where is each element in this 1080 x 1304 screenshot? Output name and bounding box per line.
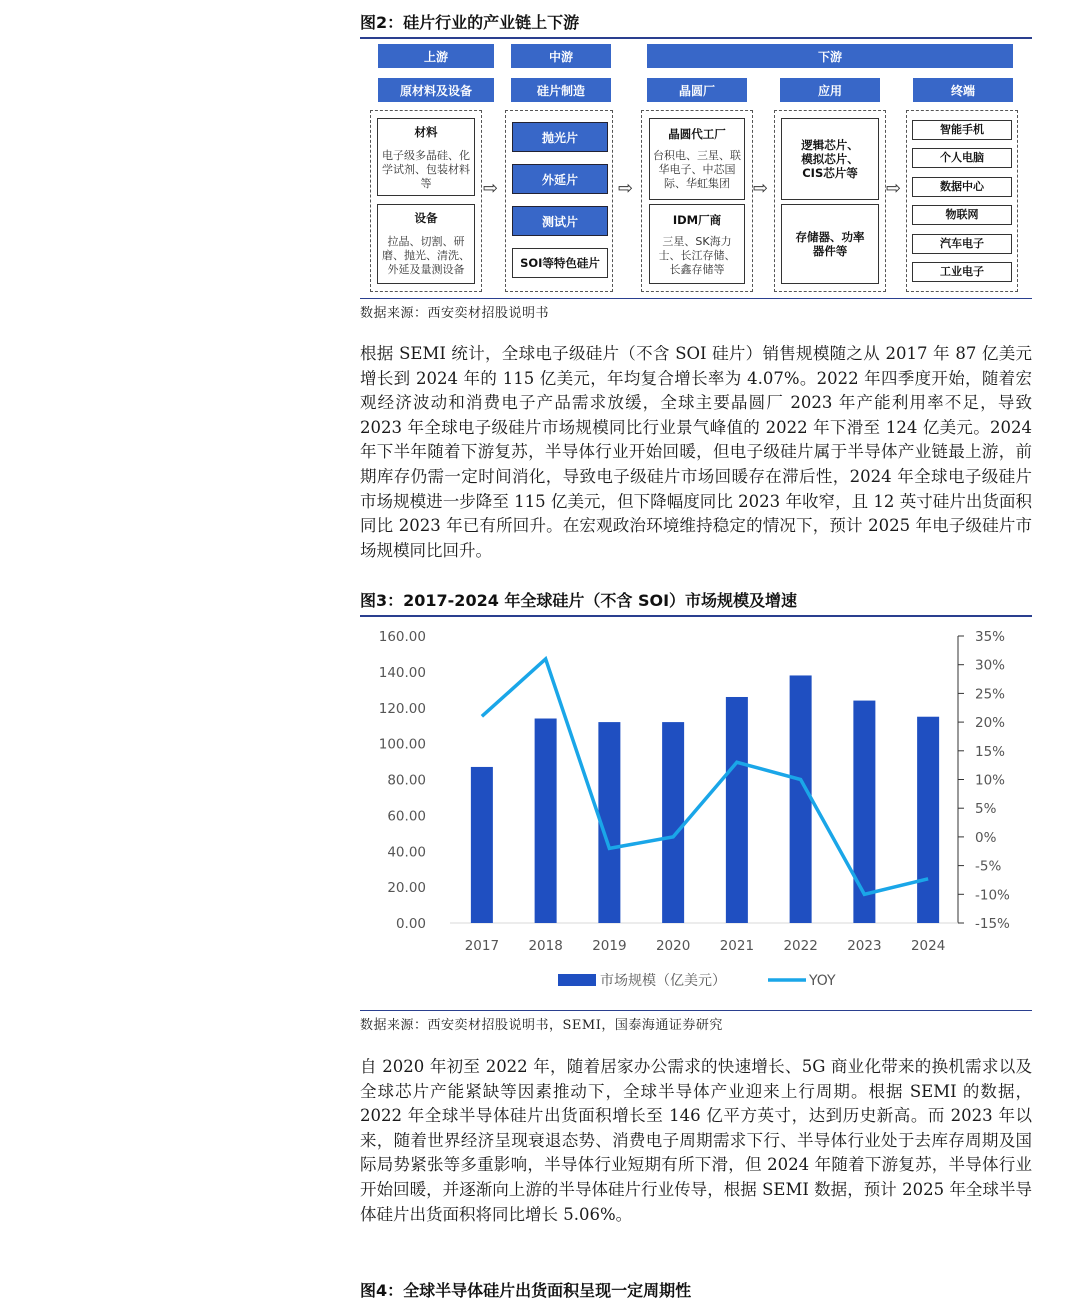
y-left-tick-label: 20.00 [387, 880, 426, 897]
y-right-tick-label: 10% [975, 772, 1006, 789]
figure2-source: 数据来源：西安奕材招股说明书 [360, 298, 1032, 321]
paragraph-2: 自 2020 年初至 2022 年，随着居家办公需求的快速增长、5G 商业化带来的换机需求以及全球芯片产能紧缺等因素推动下，全球半导体产业迎来上行周期。根据 SEMI 的数据，2022 年全球半导体硅片出货面积增长至 146 亿平方英寸，达到历史新高。而 2023 年以来，随着世界经济呈现衰退态势、消费电子周期需求下行、半导体行业处于去库存周期及国际局势紧张等多重影响，半导体行业短期有所下滑，但 2024 年随着下游复苏，半导体行业开始回暖，并逐渐向上游的半导体硅片行业传导，根据 SEMI 数据，预计 2025 年全球半导体硅片出货面积将同比增长 5.06%。 [360, 1057, 1032, 1224]
subheader-materials-equipment: 原材料及设备 [378, 78, 494, 102]
y-right-tick-label: 25% [975, 686, 1006, 703]
x-tick-label: 2022 [783, 938, 818, 954]
subheader-application: 应用 [780, 78, 880, 102]
bar-2024 [917, 717, 939, 923]
y-right-tick-label: 15% [975, 743, 1006, 760]
bar-2018 [535, 719, 557, 923]
idm-text: 三星、SK海力士、长江存储、长鑫存储等 [658, 235, 736, 276]
y-right-tick-label: 5% [975, 801, 997, 818]
y-right-tick-label: 30% [975, 657, 1006, 674]
figure3-source: 数据来源：西安奕材招股说明书，SEMI，国泰海通证券研究 [360, 1010, 1032, 1033]
equipment-title: 设备 [414, 211, 438, 225]
terminal-smartphone: 智能手机 [912, 120, 1012, 140]
legend-bar-swatch [558, 974, 596, 986]
subheader-wafer-manufacturing: 硅片制造 [511, 78, 611, 102]
bar-2020 [662, 722, 684, 923]
logic-chip-box: 逻辑芯片、模拟芯片、CIS芯片等 [781, 118, 879, 200]
x-tick-label: 2024 [910, 938, 946, 954]
equipment-box [377, 204, 475, 284]
legend-line-label: YOY [809, 973, 836, 989]
bar-2023 [853, 701, 875, 923]
paragraph-1: 根据 SEMI 统计，全球电子级硅片（不含 SOI 硅片）销售规模随之从 2017 年 87 亿美元增长到 2024 年的 115 亿美元，年均复合增长率为 4.07%。2022 年四季度开始，随着宏观经济波动和消费电子产品需求放缓，全球主要晶圆厂 2023 年产能利用率不足，导致 2023 年全球电子级硅片市场规模同比行业景气峰值的 2022 年下滑至 124 亿美元。2024 年下半年随着下游复苏，半导体行业开始回暖，但电子级硅片属于半导体产业链最上游，前期库存仍需一定时间消化，导致电子级硅片市场回暖存在滞后性，2024 年全球电子级硅片市场规模进一步降至 115 亿美元，但下降幅度同比 2023 年收窄，且 12 英寸硅片出货面积同比 2023 年已有所回升。在宏观政治环境维持稳定的情况下，预计 2025 年电子级硅片市场规模同比回升。 [360, 344, 1032, 560]
x-tick-label: 2023 [847, 938, 882, 954]
y-right-tick-label: -10% [975, 887, 1010, 904]
x-tick-label: 2018 [528, 938, 563, 954]
legend-bar-label: 市场规模（亿美元） [600, 973, 726, 989]
header-midstream: 中游 [511, 44, 611, 68]
market-size-chart [360, 620, 1032, 1008]
y-left-tick-label: 40.00 [387, 844, 426, 861]
header-upstream: 上游 [378, 44, 494, 68]
memory-box: 存储器、功率器件等 [781, 204, 879, 284]
y-left-tick-label: 60.00 [387, 808, 426, 825]
x-tick-label: 2017 [464, 938, 500, 954]
arrow-icon: ⇨ [886, 178, 902, 199]
bar-2021 [726, 697, 748, 923]
subheader-fab: 晶圆厂 [647, 78, 747, 102]
foundry-title: 晶圆代工厂 [668, 127, 726, 141]
chart-svg [360, 620, 1032, 1008]
y-right-tick-label: 20% [975, 715, 1006, 732]
y-left-tick-label: 80.00 [387, 772, 426, 789]
soi-wafer-box: SOI等特色硅片 [512, 248, 608, 278]
idm-box [649, 204, 745, 284]
wafer-test: 测试片 [512, 206, 608, 236]
x-tick-label: 2019 [592, 938, 627, 954]
header-downstream: 下游 [647, 44, 1013, 68]
y-left-tick-label: 140.00 [378, 664, 426, 681]
wafer-epitaxial: 外延片 [512, 164, 608, 194]
terminal-datacenter: 数据中心 [912, 177, 1012, 197]
x-tick-label: 2021 [719, 938, 755, 954]
y-left-tick-label: 120.00 [378, 700, 426, 717]
equipment-text: 拉晶、切割、研磨、抛光、清洗、外延及量测设备 [382, 235, 470, 276]
industry-chain-diagram [360, 38, 1032, 298]
foundry-box [649, 118, 745, 200]
y-right-tick-label: -15% [975, 916, 1010, 932]
terminal-pc: 个人电脑 [912, 148, 1012, 168]
materials-title: 材料 [414, 125, 438, 139]
bar-2022 [790, 675, 812, 923]
subheader-terminal: 终端 [913, 78, 1013, 102]
arrow-icon: ⇨ [618, 178, 634, 199]
materials-box [377, 118, 475, 196]
arrow-icon: ⇨ [753, 178, 769, 199]
y-left-tick-label: 100.00 [378, 736, 426, 753]
figure2-title: 图2：硅片行业的产业链上下游 [360, 10, 1032, 39]
terminal-auto: 汽车电子 [912, 234, 1012, 254]
materials-text: 电子级多晶硅、化学试剂、包装材料等 [382, 149, 470, 190]
y-right-tick-label: -5% [975, 858, 1002, 875]
y-right-tick-label: 0% [975, 829, 997, 846]
y-left-tick-label: 0.00 [395, 916, 426, 932]
terminal-industrial: 工业电子 [912, 262, 1012, 282]
terminal-iot: 物联网 [912, 205, 1012, 225]
bar-2017 [471, 767, 493, 923]
y-right-tick-label: 35% [975, 629, 1006, 645]
arrow-icon: ⇨ [483, 178, 499, 199]
idm-title: IDM厂商 [672, 213, 722, 227]
figure3-title: 图3：2017-2024 年全球硅片（不含 SOI）市场规模及增速 [360, 588, 1032, 617]
figure4-title: 图4：全球半导体硅片出货面积呈现一定周期性 [360, 1278, 1032, 1304]
y-left-tick-label: 160.00 [378, 629, 426, 645]
foundry-text: 台积电、三星、联华电子、中芯国际、华虹集团 [653, 149, 741, 190]
wafer-polished: 抛光片 [512, 122, 608, 152]
x-tick-label: 2020 [655, 938, 691, 954]
